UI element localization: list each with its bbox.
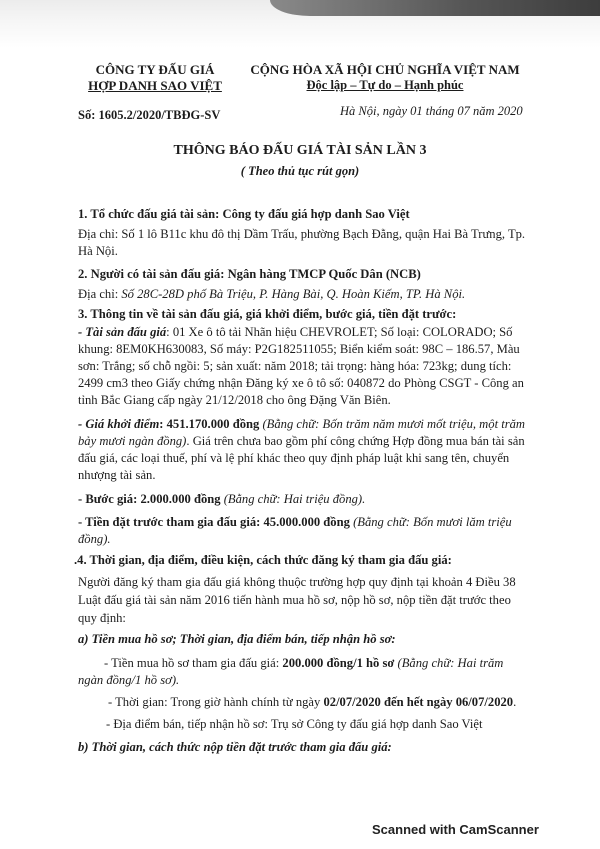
section4-heading: .4. Thời gian, địa điểm, điều kiện, cách thức đăng ký tham gia đấu giá: [74, 553, 452, 567]
document-number: Số: 1605.2/2020/TBĐG-SV [78, 108, 221, 122]
section4-intro-line1: Người đăng ký tham gia đấu giá không thuộc trường hợp quy định tại khoản 4 Điều 38 [78, 575, 516, 589]
time-line [108, 694, 578, 711]
section2-address-value: Số 28C-28D phố Bà Triệu, P. Hàng Bài, Q. Hoàn Kiếm, TP. Hà Nội. [121, 287, 466, 301]
fee-prefix: - Tiền mua hồ sơ tham gia đấu giá: [104, 656, 283, 670]
start-price-line2 [78, 433, 548, 450]
time-suffix: . [513, 695, 517, 709]
start-price-line4: nhượng tài sản. [78, 468, 156, 482]
start-price-value: : 451.170.000 đồng [159, 417, 260, 431]
time-value: 02/07/2020 đến hết ngày 06/07/2020 [323, 695, 514, 709]
deposit-label: - Tiền đặt trước tham gia đấu giá: 45.000.000 đồng [78, 515, 350, 529]
start-price-label: - Giá khởi điểm [78, 417, 160, 431]
start-price-words2: bảy mươi ngàn đồng) [78, 434, 187, 448]
deposit-line1 [78, 514, 548, 531]
place-date: Hà Nội, ngày 01 tháng 07 năm 2020 [340, 104, 523, 118]
section4-intro-line2: Luật đấu giá tài sản năm 2016 tiến hành mua hồ sơ, nộp hồ sơ, nộp tiền đặt trước theo [78, 593, 511, 607]
asset-line5: tỉnh Bắc Giang cấp ngày 21/12/2018 cho ông Đặng Văn Biên. [78, 393, 391, 407]
bid-step-words: (Bằng chữ: Hai triệu đồng). [220, 492, 366, 506]
start-price-note2: . Giá trên chưa bao gồm phí công chứng Hợp đồng mua bán tài sản [186, 434, 525, 448]
fee-line2: ngàn đồng/1 hồ sơ). [78, 673, 180, 687]
bid-step-label: - Bước giá: 2.000.000 đồng [78, 492, 221, 506]
section1-address-line2: Hà Nội. [78, 244, 118, 258]
company-name-line2: HỢP DANH SAO VIỆT [88, 78, 222, 93]
asset-line3: sơn: Trắng; số chỗ ngồi: 5; sản xuất: năm 2018; tải trọng: hàng hóa: 723kg; dung tích: [78, 359, 512, 373]
country-name: CỘNG HÒA XÃ HỘI CHỦ NGHĨA VIỆT NAM [250, 62, 520, 77]
section2-address [78, 286, 548, 303]
bid-step-line [78, 491, 548, 508]
company-name-line1: CÔNG TY ĐẤU GIÁ [95, 62, 215, 77]
time-prefix: - Thời gian: Trong giờ hành chính từ ngày [108, 695, 324, 709]
fee-line1 [104, 655, 574, 672]
start-price-words1: (Bằng chữ: Bốn trăm năm mươi mốt triệu, một trăm [259, 417, 526, 431]
deposit-line2: đồng). [78, 532, 111, 546]
section2-heading: 2. Người có tài sản đấu giá: Ngân hàng TMCP Quốc Dân (NCB) [78, 267, 421, 281]
fee-value: 200.000 đồng/1 hồ sơ [282, 656, 395, 670]
place-line: - Địa điểm bán, tiếp nhận hồ sơ: Trụ sở Công ty đấu giá hợp danh Sao Việt [106, 717, 483, 731]
asset-line4: 2499 cm3 theo Giấy chứng nhận Đăng ký xe ô tô số: 040872 do Phòng CSGT - Công an [78, 376, 524, 390]
asset-label: - Tài sản đấu giá [78, 325, 167, 339]
start-price-line3: đấu giá, các loại thuế, phí và lệ phí khác theo quy định pháp luật khi sang tên, chuyển [78, 451, 510, 465]
section1-heading: 1. Tổ chức đấu giá tài sản: Công ty đấu giá hợp danh Sao Việt [78, 207, 410, 221]
subsection-a-heading: a) Tiền mua hồ sơ; Thời gian, địa điểm bán, tiếp nhận hồ sơ: [78, 632, 396, 646]
notice-title: THÔNG BÁO ĐẤU GIÁ TÀI SẢN LẦN 3 [173, 143, 427, 158]
subsection-b-heading: b) Thời gian, cách thức nộp tiền đặt trước tham gia đấu giá: [78, 740, 392, 754]
section1-address-line1: Địa chỉ: Số 1 lô B11c khu đô thị Dầm Trấu, phường Bạch Đằng, quận Hai Bà Trưng, Tp. [78, 227, 526, 241]
fee-words1: (Bằng chữ: Hai trăm [394, 656, 504, 670]
asset-text1: : 01 Xe ô tô tải Nhãn hiệu CHEVROLET; Số loại: COLORADO; Số [166, 325, 513, 339]
national-motto: Độc lập – Tự do – Hạnh phúc [306, 78, 464, 92]
asset-line1 [78, 324, 548, 341]
notice-subtitle: ( Theo thủ tục rút gọn) [240, 164, 360, 178]
deposit-words1: (Bằng chữ: Bốn mươi lăm triệu [349, 515, 512, 529]
start-price-line1 [78, 416, 548, 433]
asset-line2: khung: 8EM0KH630083, Số máy: P2G182511055; Biển kiểm soát: 98C – 186.57, Màu [78, 342, 520, 356]
section3-heading: 3. Thông tin về tài sản đấu giá, giá khởi điểm, bước giá, tiền đặt trước: [78, 307, 457, 321]
scanner-watermark: Scanned with CamScanner [372, 822, 539, 837]
section2-address-label: Địa chỉ: [78, 287, 122, 301]
section4-intro-line3: quy định: [78, 611, 126, 625]
